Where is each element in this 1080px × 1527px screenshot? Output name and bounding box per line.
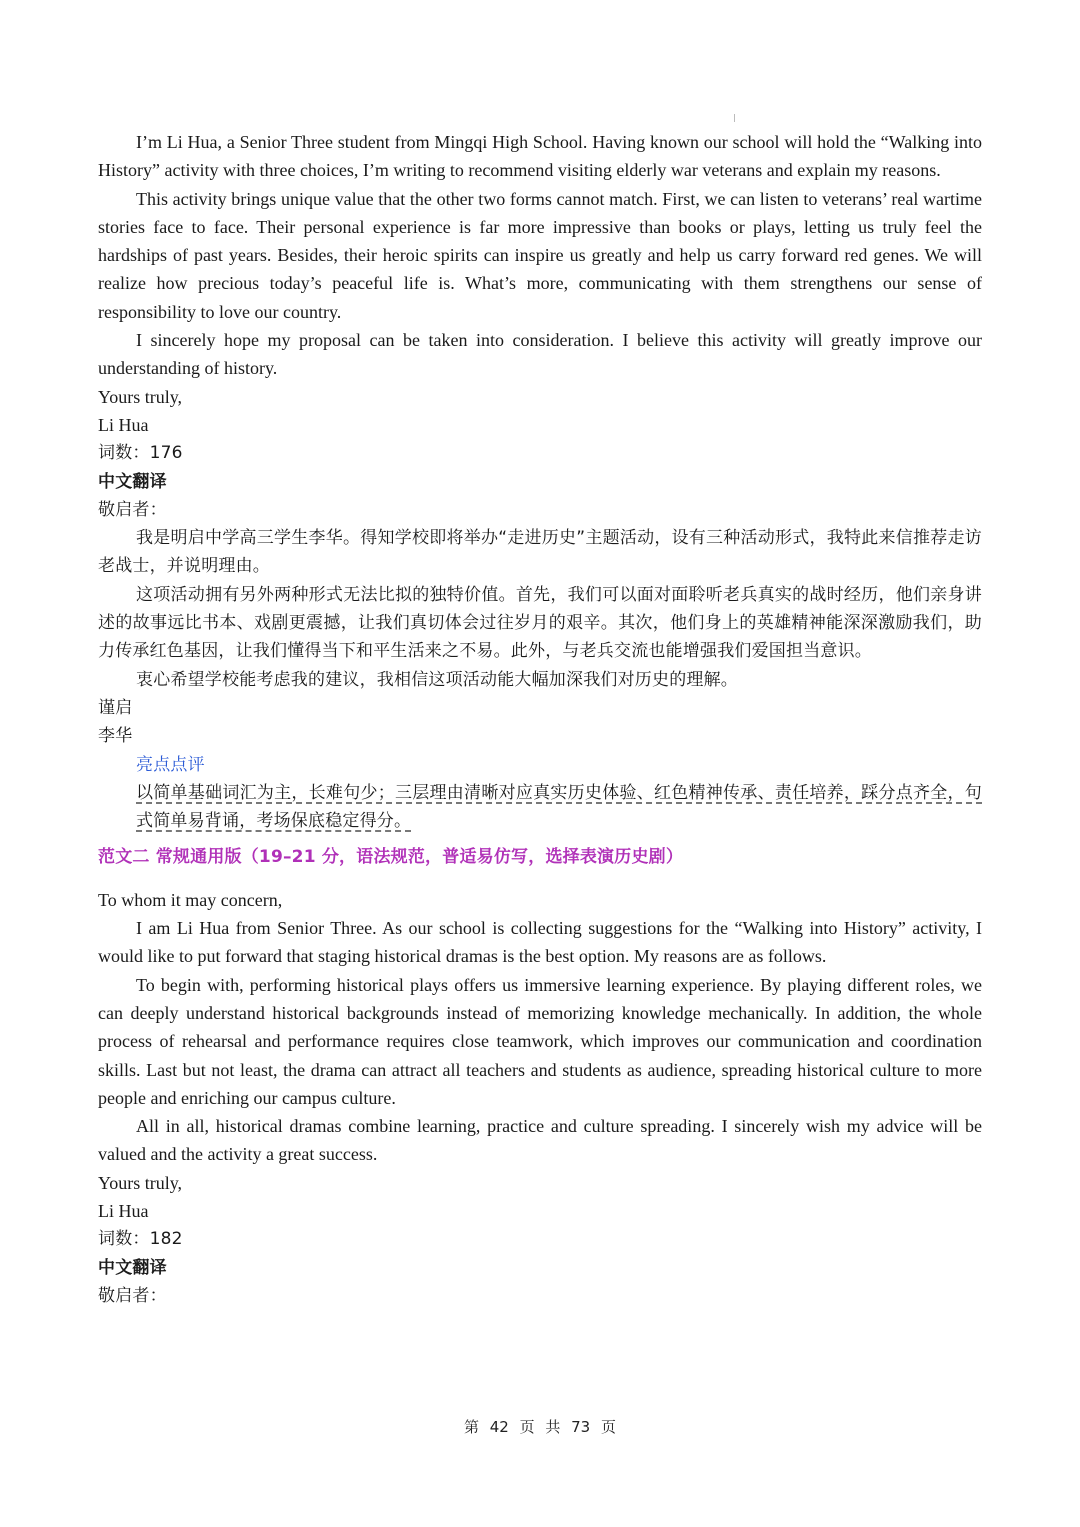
essay1-zh-paragraph-2: 这项活动拥有另外两种形式无法比拟的独特价值。首先，我们可以面对面聆听老兵真实的战时经历，他们亲身讲述的故事远比书本、戏剧更震撼，让我们真切体会过往岁月的艰辛。其次，他们身上的英雄精神能深深激励我们，助力传承红色基因，让我们懂得当下和平生活来之不易。此外，与老兵交流也能增强我们爱国担当意识。 bbox=[98, 584, 982, 662]
highlight-review-body: 以简单基础词汇为主，长难句少；三层理由清晰对应真实历史体验、红色精神传承、责任培养，踩分点齐全，句式简单易背诵，考场保底稳定得分。 bbox=[136, 782, 982, 832]
essay2-word-count: 词数：182 bbox=[98, 1229, 183, 1250]
essay1-word-count: 词数：176 bbox=[98, 443, 183, 464]
essay2-closing: Yours truly, bbox=[98, 1172, 183, 1193]
essay1-paragraph-3: I sincerely hope my proposal can be taken into consideration. I believe this activity will greatly improve our understanding of history. bbox=[98, 330, 982, 379]
essay1-zh-signature: 李华 bbox=[98, 726, 133, 747]
essay1-closing: Yours truly, bbox=[98, 386, 183, 407]
essay1-zh-closing: 谨启 bbox=[98, 697, 133, 718]
highlight-review-title: 亮点点评 bbox=[136, 754, 205, 775]
essay2-translation-heading: 中文翻译 bbox=[98, 1257, 167, 1278]
document-page bbox=[98, 128, 982, 1310]
essay1-zh-paragraph-3: 衷心希望学校能考虑我的建议，我相信这项活动能大幅加深我们对历史的理解。 bbox=[136, 669, 738, 690]
essay1-paragraph-2: This activity brings unique value that the other two forms cannot match. First, we can listen to veterans’ real wartime stories face to face. Their personal experience is far more impressive than books or plays, letting us truly feel the hardships of past years. Besides, their heroic spirits can inspire us greatly and help us carry forward red genes. We will realize how precious today’s peaceful life is. What’s more, communicating with them strengthens our sense of responsibility to love our country. bbox=[98, 188, 982, 322]
page-footer: 第 42 页 共 73 页 bbox=[463, 1418, 616, 1436]
essay1-zh-salutation: 敬启者： bbox=[98, 499, 167, 520]
essay2-paragraph-3: All in all, historical dramas combine learning, practice and culture spreading. I sincerely wish my advice will be valued and the activity a great success. bbox=[98, 1116, 982, 1165]
page-mark bbox=[734, 114, 735, 122]
essay1-signature: Li Hua bbox=[98, 414, 149, 435]
essay1-paragraph-1: I’m Li Hua, a Senior Three student from Mingqi High School. Having known our school will hold the “Walking into History” activity with three choices, I’m writing to recommend visiting elderly war veterans and explain my reasons. bbox=[98, 132, 982, 181]
essay1-zh-paragraph-1: 我是明启中学高三学生李华。得知学校即将举办“走进历史”主题活动，设有三种活动形式，我特此来信推荐走访老战士，并说明理由。 bbox=[98, 528, 982, 577]
essay2-paragraph-1: I am Li Hua from Senior Three. As our school is collecting suggestions for the “Walking into History” activity, I would like to put forward that staging historical dramas is the best option. My reasons are as follows. bbox=[98, 918, 982, 967]
essay2-signature: Li Hua bbox=[98, 1200, 149, 1221]
essay2-salutation: To whom it may concern, bbox=[98, 889, 283, 910]
essay2-zh-salutation: 敬启者： bbox=[98, 1285, 167, 1306]
essay1-translation-heading: 中文翻译 bbox=[98, 471, 167, 492]
essay2-paragraph-2: To begin with, performing historical plays offers us immersive learning experience. By playing different roles, we can deeply understand historical backgrounds instead of memorizing knowledge mechanically. In addition, the whole process of rehearsal and performance requires close teamwork, which improves our communication and coordination skills. Last but not least, the drama can attract all teachers and students as audience, spreading historical culture to more people and enriching our campus culture. bbox=[98, 974, 982, 1108]
essay2-title: 范文二 常规通用版（19–21 分，语法规范，普适易仿写，选择表演历史剧） bbox=[98, 847, 684, 868]
